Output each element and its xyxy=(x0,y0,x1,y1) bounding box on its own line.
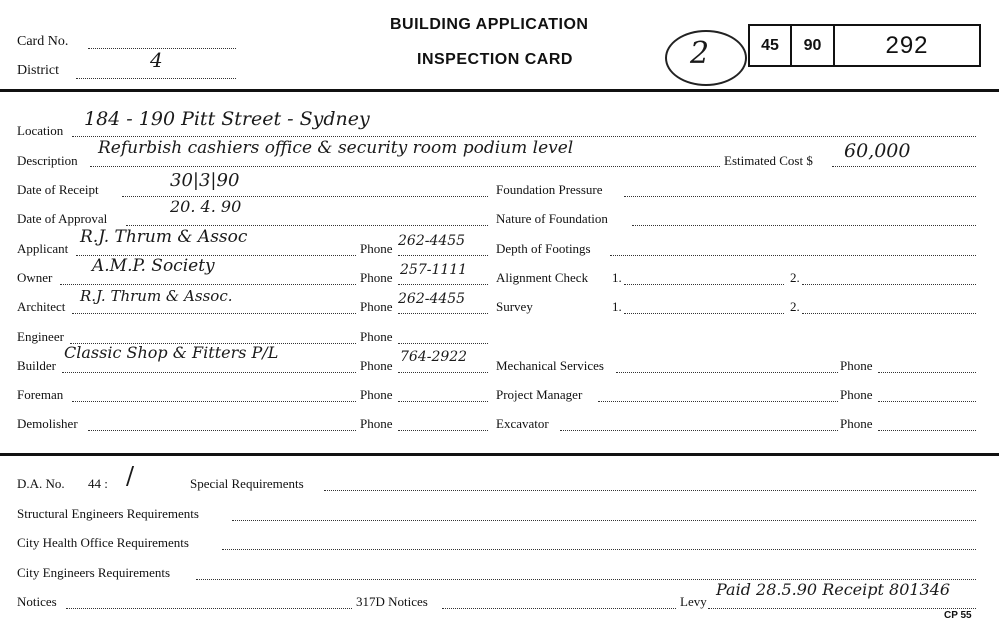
nature-foundation-field[interactable] xyxy=(632,225,976,226)
applicant-phone-field[interactable] xyxy=(398,255,488,256)
structural-requirements-field[interactable] xyxy=(232,520,976,521)
owner-label: Owner xyxy=(17,270,53,285)
health-requirements-label: City Health Office Requirements xyxy=(17,535,189,550)
applicant-phone-value: 262-4455 xyxy=(398,233,466,249)
excavator-label: Excavator xyxy=(496,416,549,431)
district-field[interactable] xyxy=(76,78,236,79)
builder-value: Classic Shop & Fitters P/L xyxy=(64,343,279,362)
demolisher-field[interactable] xyxy=(88,430,356,431)
mechanical-services-field[interactable] xyxy=(616,372,838,373)
survey-num2: 2. xyxy=(790,299,800,314)
card-no-label: Card No. xyxy=(17,34,69,49)
reference-cell-2: 90 xyxy=(792,26,835,65)
project-manager-label: Project Manager xyxy=(496,387,583,402)
architect-value: R.J. Thrum & Assoc. xyxy=(80,287,233,305)
location-field[interactable] xyxy=(72,136,976,137)
description-field[interactable] xyxy=(90,166,720,167)
da-mark: / xyxy=(126,462,135,490)
alignment-check-label: Alignment Check xyxy=(496,270,589,285)
reference-number-box xyxy=(748,24,981,67)
project-manager-phone-field[interactable] xyxy=(878,401,976,402)
levy-field[interactable] xyxy=(708,608,976,609)
card-title-line1: BUILDING APPLICATION xyxy=(390,16,589,33)
mechanical-phone-field[interactable] xyxy=(878,372,976,373)
foreman-phone-field[interactable] xyxy=(398,401,488,402)
estimated-cost-value: 60,000 xyxy=(844,140,911,162)
card-title-line2: INSPECTION CARD xyxy=(417,51,573,68)
architect-phone-field[interactable] xyxy=(398,313,488,314)
special-requirements-field[interactable] xyxy=(324,490,976,491)
circled-mark: 2 xyxy=(690,36,710,71)
foundation-pressure-field[interactable] xyxy=(624,196,976,197)
date-approval-label: Date of Approval xyxy=(17,211,108,226)
excavator-phone-field[interactable] xyxy=(878,430,976,431)
divider-top xyxy=(0,89,999,92)
excavator-phone-label: Phone xyxy=(840,416,873,431)
owner-phone-label: Phone xyxy=(360,270,393,285)
date-receipt-label: Date of Receipt xyxy=(17,182,99,197)
form-code: CP 55 xyxy=(944,610,972,621)
location-label: Location xyxy=(17,123,64,138)
structural-requirements-label: Structural Engineers Requirements xyxy=(17,506,199,521)
levy-value: Paid 28.5.90 Receipt 801346 xyxy=(716,580,951,599)
mechanical-services-label: Mechanical Services xyxy=(496,358,604,373)
foreman-label: Foreman xyxy=(17,387,64,402)
owner-phone-field[interactable] xyxy=(398,284,488,285)
notices-317d-field[interactable] xyxy=(442,608,676,609)
da-label: D.A. No. xyxy=(17,476,65,491)
builder-phone-value: 764-2922 xyxy=(400,349,468,365)
alignment-check-num1: 1. xyxy=(612,270,622,285)
notices-field[interactable] xyxy=(66,608,352,609)
divider-middle xyxy=(0,453,999,456)
city-engineers-requirements-label: City Engineers Requirements xyxy=(17,565,171,580)
survey-field-1[interactable] xyxy=(624,313,784,314)
notices-label: Notices xyxy=(17,594,57,609)
demolisher-label: Demolisher xyxy=(17,416,78,431)
description-value: Refurbish cashiers office & security room podium level xyxy=(98,138,574,158)
levy-label: Levy xyxy=(680,594,707,609)
engineer-phone-field[interactable] xyxy=(398,343,488,344)
foundation-pressure-label: Foundation Pressure xyxy=(496,182,603,197)
project-manager-field[interactable] xyxy=(598,401,838,402)
alignment-check-num2: 2. xyxy=(790,270,800,285)
reference-cell-1: 45 xyxy=(750,26,792,65)
da-number: 44 : xyxy=(88,476,108,491)
alignment-check-field-1[interactable] xyxy=(624,284,784,285)
applicant-label: Applicant xyxy=(17,241,69,256)
owner-field[interactable] xyxy=(60,284,356,285)
architect-phone-value: 262-4455 xyxy=(398,291,466,307)
builder-phone-field[interactable] xyxy=(398,372,488,373)
foreman-field[interactable] xyxy=(72,401,356,402)
excavator-field[interactable] xyxy=(560,430,838,431)
engineer-phone-label: Phone xyxy=(360,329,393,344)
date-approval-value: 20. 4. 90 xyxy=(170,197,242,216)
builder-label: Builder xyxy=(17,358,56,373)
survey-label: Survey xyxy=(496,299,533,314)
alignment-check-field-2[interactable] xyxy=(802,284,976,285)
health-requirements-field[interactable] xyxy=(222,549,976,550)
date-receipt-value: 30|3|90 xyxy=(170,170,240,191)
notices-317d-label: 317D Notices xyxy=(356,594,428,609)
date-approval-field[interactable] xyxy=(126,225,488,226)
architect-field[interactable] xyxy=(72,313,356,314)
foreman-phone-label: Phone xyxy=(360,387,393,402)
depth-footings-label: Depth of Footings xyxy=(496,241,591,256)
district-value: 4 xyxy=(150,48,163,72)
architect-phone-label: Phone xyxy=(360,299,393,314)
estimated-cost-field[interactable] xyxy=(832,166,976,167)
location-value: 184 - 190 Pitt Street - Sydney xyxy=(84,108,370,130)
applicant-phone-label: Phone xyxy=(360,241,393,256)
survey-num1: 1. xyxy=(612,299,622,314)
district-label: District xyxy=(17,63,59,78)
nature-foundation-label: Nature of Foundation xyxy=(496,211,608,226)
project-manager-phone-label: Phone xyxy=(840,387,873,402)
demolisher-phone-label: Phone xyxy=(360,416,393,431)
architect-label: Architect xyxy=(17,299,66,314)
demolisher-phone-field[interactable] xyxy=(398,430,488,431)
special-requirements-label: Special Requirements xyxy=(190,476,304,491)
owner-value: A.M.P. Society xyxy=(92,256,215,276)
reference-cell-3: 292 xyxy=(885,31,929,59)
engineer-label: Engineer xyxy=(17,329,64,344)
builder-field[interactable] xyxy=(62,372,356,373)
estimated-cost-label: Estimated Cost $ xyxy=(724,153,813,168)
description-label: Description xyxy=(17,153,78,168)
mechanical-phone-label: Phone xyxy=(840,358,873,373)
survey-field-2[interactable] xyxy=(802,313,976,314)
applicant-value: R.J. Thrum & Assoc xyxy=(80,227,248,247)
builder-phone-label: Phone xyxy=(360,358,393,373)
owner-phone-value: 257-1111 xyxy=(400,262,468,278)
depth-footings-field[interactable] xyxy=(610,255,976,256)
